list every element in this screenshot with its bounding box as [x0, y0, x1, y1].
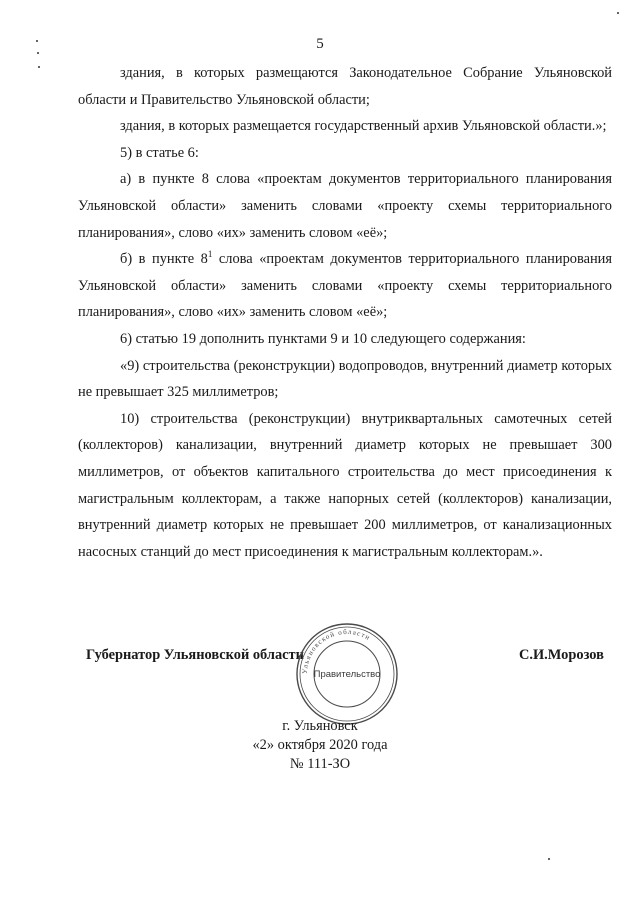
seal-ring-text: Ульяновской области	[300, 627, 373, 675]
scan-speck	[37, 52, 39, 54]
paragraph: 10) строительства (реконструкции) внутриквартальных самотечных сетей (коллекторов) канализации, внутренний диаметр которых не превышает 300 миллиметров, от объектов капитального строительства до мест присоединения к магистральным коллекторам, а также напорных сетей (коллекторов) канализации, внутренний диаметр которых не превышает 200 миллиметров, от канализационных насосных станций до мест присоединения к магистральным коллекторам.».	[78, 410, 612, 560]
law-number: № 111-ЗО	[289, 756, 351, 772]
paragraph: здания, в которых размещаются Законодательное Собрание Ульяновской области и Правительство Ульяновской области;	[78, 65, 612, 108]
page-number: 5	[316, 36, 324, 52]
superscript: 1	[207, 249, 213, 260]
official-seal	[294, 621, 400, 727]
scan-speck	[548, 858, 550, 860]
paragraph: а) в пункте 8 слова «проектам документов территориального планирования Ульяновской области» заменить словами «проекту схемы территориального планирования», слово «их» заменить словом «её»;	[78, 171, 612, 241]
paragraph-text: б) в пункте 8	[120, 251, 208, 268]
seal-center-text: Правительство	[313, 669, 381, 680]
paragraph: «9) строительства (реконструкции) водопроводов, внутренний диаметр которых не превышает 325 миллиметров;	[78, 357, 612, 401]
signatory-name: С.И.Морозов	[519, 647, 604, 663]
paragraph: 6) статью 19 дополнить пунктами 9 и 10 следующего содержания:	[120, 330, 526, 347]
paragraph	[78, 246, 612, 326]
paragraph: 5) в статье 6:	[120, 144, 199, 161]
svg-text:Ульяновской области	[301, 628, 372, 674]
scan-speck	[36, 40, 38, 42]
scan-speck	[38, 66, 40, 68]
scan-speck	[617, 12, 619, 14]
signatory-title: Губернатор Ульяновской области	[86, 647, 304, 663]
law-date: «2» октября 2020 года	[252, 737, 388, 753]
paragraph-text: слова «проектам документов территориального планирования Ульяновской области» заменить словами «проекту схемы территориального планирования», слово «их» заменить словом «её»;	[78, 251, 612, 321]
paragraph: здания, в которых размещается государственный архив Ульяновской области.»;	[120, 118, 607, 135]
city: г. Ульяновск	[282, 718, 358, 734]
document-body	[78, 60, 612, 565]
